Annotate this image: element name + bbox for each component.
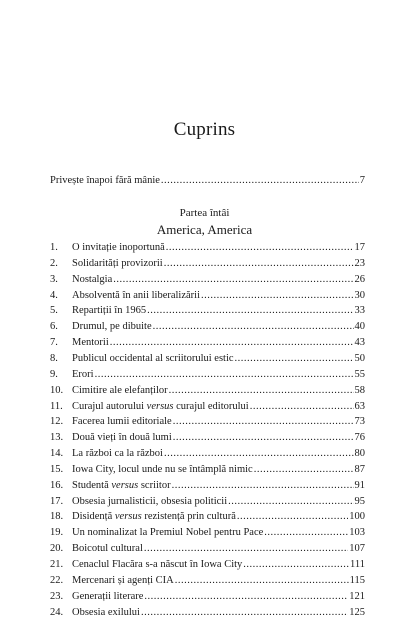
toc-entry-text (72, 510, 236, 524)
toc-intro-entry (50, 174, 365, 188)
toc-entry-page: 58 (354, 384, 365, 396)
toc-entry-number: 11. (50, 400, 63, 412)
toc-entry (50, 273, 365, 287)
toc-entry-page: 7 (359, 175, 365, 186)
toc-entry-text-part: rezistență prin cultură (141, 511, 236, 523)
toc-entry-text: Facerea lumii editoriale (72, 416, 172, 428)
toc-entry-number: 10. (50, 384, 64, 396)
toc-entry-text: Un nominalizat la Premiul Nobel pentru Pace (72, 527, 264, 539)
toc-entry-page: 50 (354, 352, 365, 364)
toc-entry-page: 91 (354, 479, 365, 491)
toc-entry (50, 526, 365, 540)
toc-entry (50, 431, 365, 445)
toc-entry (50, 574, 365, 588)
leader-dots (228, 495, 353, 509)
toc-entry-text: Absolventă în anii liberalizării (72, 289, 200, 301)
toc-entry-text: Obsesia jurnalisticii, obsesia politicii (72, 495, 228, 507)
toc-entry-number: 20. (50, 543, 64, 555)
toc-entry-text (72, 479, 171, 493)
toc-entry-text-part: Disidență (72, 511, 115, 523)
leader-dots (235, 352, 354, 366)
toc-entry-page: 63 (354, 400, 365, 412)
toc-entry-number: 1. (50, 242, 58, 253)
toc-entry (50, 336, 365, 350)
toc-entry-text: Generații literare (72, 590, 144, 602)
toc-entry-page: 107 (349, 543, 365, 555)
toc-entry (50, 241, 365, 255)
toc-entry-text: O invitație inoportună (72, 242, 165, 253)
toc-entry-page: 121 (349, 590, 365, 602)
leader-dots (164, 257, 354, 271)
toc-entry (50, 257, 365, 271)
leader-dots (113, 273, 353, 287)
toc-entry-text-italic: versus (114, 511, 142, 523)
toc-entry-number: 16. (50, 479, 64, 491)
toc-entry-text: Cimitire ale elefanților (72, 384, 168, 396)
toc-entry-text-italic: versus (146, 400, 174, 412)
toc-entry-number: 5. (50, 305, 58, 317)
toc-entry-page: 43 (354, 337, 365, 349)
toc-entry-number: 21. (50, 559, 64, 570)
toc-entry (50, 510, 365, 524)
toc-entry-page: 103 (349, 527, 365, 539)
page-title: Cuprins (173, 119, 236, 140)
leader-dots (201, 289, 354, 303)
toc-entry-page: 95 (354, 495, 365, 507)
toc-entry-page: 40 (354, 321, 365, 333)
toc-entry-page: 73 (354, 416, 365, 428)
toc-entry-page: 26 (354, 273, 365, 285)
toc-entry (50, 542, 365, 556)
toc-entry (50, 304, 365, 318)
leader-dots (250, 400, 354, 414)
leader-dots (95, 368, 354, 382)
toc-entry (50, 479, 365, 493)
toc-entry-number: 22. (50, 574, 64, 586)
leader-dots (166, 241, 354, 255)
toc-entry-text-part: Curajul autorului (72, 400, 147, 412)
toc-entry-text: La război ca la război (72, 448, 163, 459)
toc-entry (50, 289, 365, 303)
toc-entry-text: Erori (72, 368, 94, 380)
leader-dots (264, 526, 348, 540)
toc-entry-number: 3. (50, 273, 58, 285)
toc-entry-number: 2. (50, 257, 58, 269)
toc-entry (50, 352, 365, 366)
toc-entry (50, 368, 365, 382)
toc-entry-number: 15. (50, 463, 64, 475)
leader-dots (254, 463, 354, 477)
leader-dots (164, 447, 354, 461)
toc-entry-text: Publicul occidental al scriitorului estic (72, 352, 234, 364)
toc-entry-number: 14. (50, 448, 64, 459)
toc-entry (50, 590, 365, 604)
toc-entry-number: 12. (50, 416, 64, 428)
toc-entry-number: 7. (50, 337, 58, 349)
toc-entry (50, 558, 365, 572)
leader-dots (169, 384, 354, 398)
leader-dots (110, 336, 354, 350)
toc-entry-text (72, 400, 249, 414)
toc-entry (50, 495, 365, 509)
toc-entry (50, 384, 365, 398)
toc-entry (50, 415, 365, 429)
toc-entry (50, 447, 365, 461)
leader-dots (175, 574, 349, 588)
toc-entry-number: 6. (50, 321, 58, 333)
toc-entry (50, 606, 365, 620)
leader-dots (144, 542, 348, 556)
toc-entry-number: 18. (50, 511, 64, 523)
leader-dots (144, 590, 348, 604)
toc-entry-text-part: curajul editorului (173, 400, 249, 412)
leader-dots (243, 558, 349, 572)
toc-entry-page: 80 (354, 448, 365, 459)
toc-entry-text: Mercenari și agenți CIA (72, 574, 174, 586)
toc-entry-page: 23 (354, 257, 365, 269)
toc-entry-page: 30 (354, 289, 365, 301)
leader-dots (147, 304, 353, 318)
toc-entry-text: Iowa City, locul unde nu se întâmplă nimic (72, 463, 253, 475)
toc-entry-number: 9. (50, 368, 58, 380)
toc-entry-text: Repartiții în 1965 (72, 305, 147, 317)
leader-dots (237, 510, 348, 524)
toc-entry-page: 87 (354, 463, 365, 475)
toc-entry-text-italic: versus (111, 479, 139, 491)
toc-entry-page: 111 (350, 559, 365, 570)
toc-entry-text: Drumul, pe dibuite (72, 321, 152, 333)
toc-entry (50, 463, 365, 477)
toc-entry-number: 23. (50, 590, 64, 602)
toc-entry-page: 17 (354, 242, 365, 253)
toc-entry-text: Solidarități provizorii (72, 257, 163, 269)
toc-entry-number: 24. (50, 606, 64, 618)
toc-entry-page: 100 (349, 511, 365, 523)
toc-entry-text-part: Studentă (72, 479, 112, 491)
toc-entry-text: Obsesia exilului (72, 606, 140, 618)
toc-entry-page: 33 (354, 305, 365, 317)
leader-dots (161, 174, 359, 188)
toc-entry-text: Două vieți în două lumi (72, 432, 172, 444)
toc-entry-text: Mentorii (72, 337, 109, 349)
toc-entry-number: 8. (50, 352, 58, 364)
toc-entry-page: 76 (354, 432, 365, 444)
toc-entry-page: 125 (349, 606, 365, 618)
toc-entry-text: Privește înapoi fără mânie (50, 175, 160, 186)
part-title: America, America (156, 222, 253, 237)
leader-dots (173, 415, 354, 429)
toc-entry (50, 400, 365, 414)
leader-dots (173, 431, 354, 445)
toc-entry-number: 4. (50, 289, 58, 301)
leader-dots (172, 479, 354, 493)
leader-dots (153, 320, 354, 334)
toc-entry-number: 19. (50, 527, 64, 539)
toc-entry-number: 17. (50, 495, 64, 507)
toc-entry (50, 320, 365, 334)
toc-entry-page: 55 (354, 368, 365, 380)
toc-entry-text: Nostalgia (72, 273, 113, 285)
toc-entry-text: Boicotul cultural (72, 543, 143, 555)
toc-entry-text-part: scriitor (138, 479, 171, 491)
toc-entry-page: 115 (349, 574, 365, 586)
toc-entry-text: Cenaclul Flacăra s-a născut în Iowa City (72, 559, 243, 570)
leader-dots (141, 606, 348, 620)
part-label: Partea întâi (179, 207, 230, 219)
toc-entry-number: 13. (50, 432, 64, 444)
